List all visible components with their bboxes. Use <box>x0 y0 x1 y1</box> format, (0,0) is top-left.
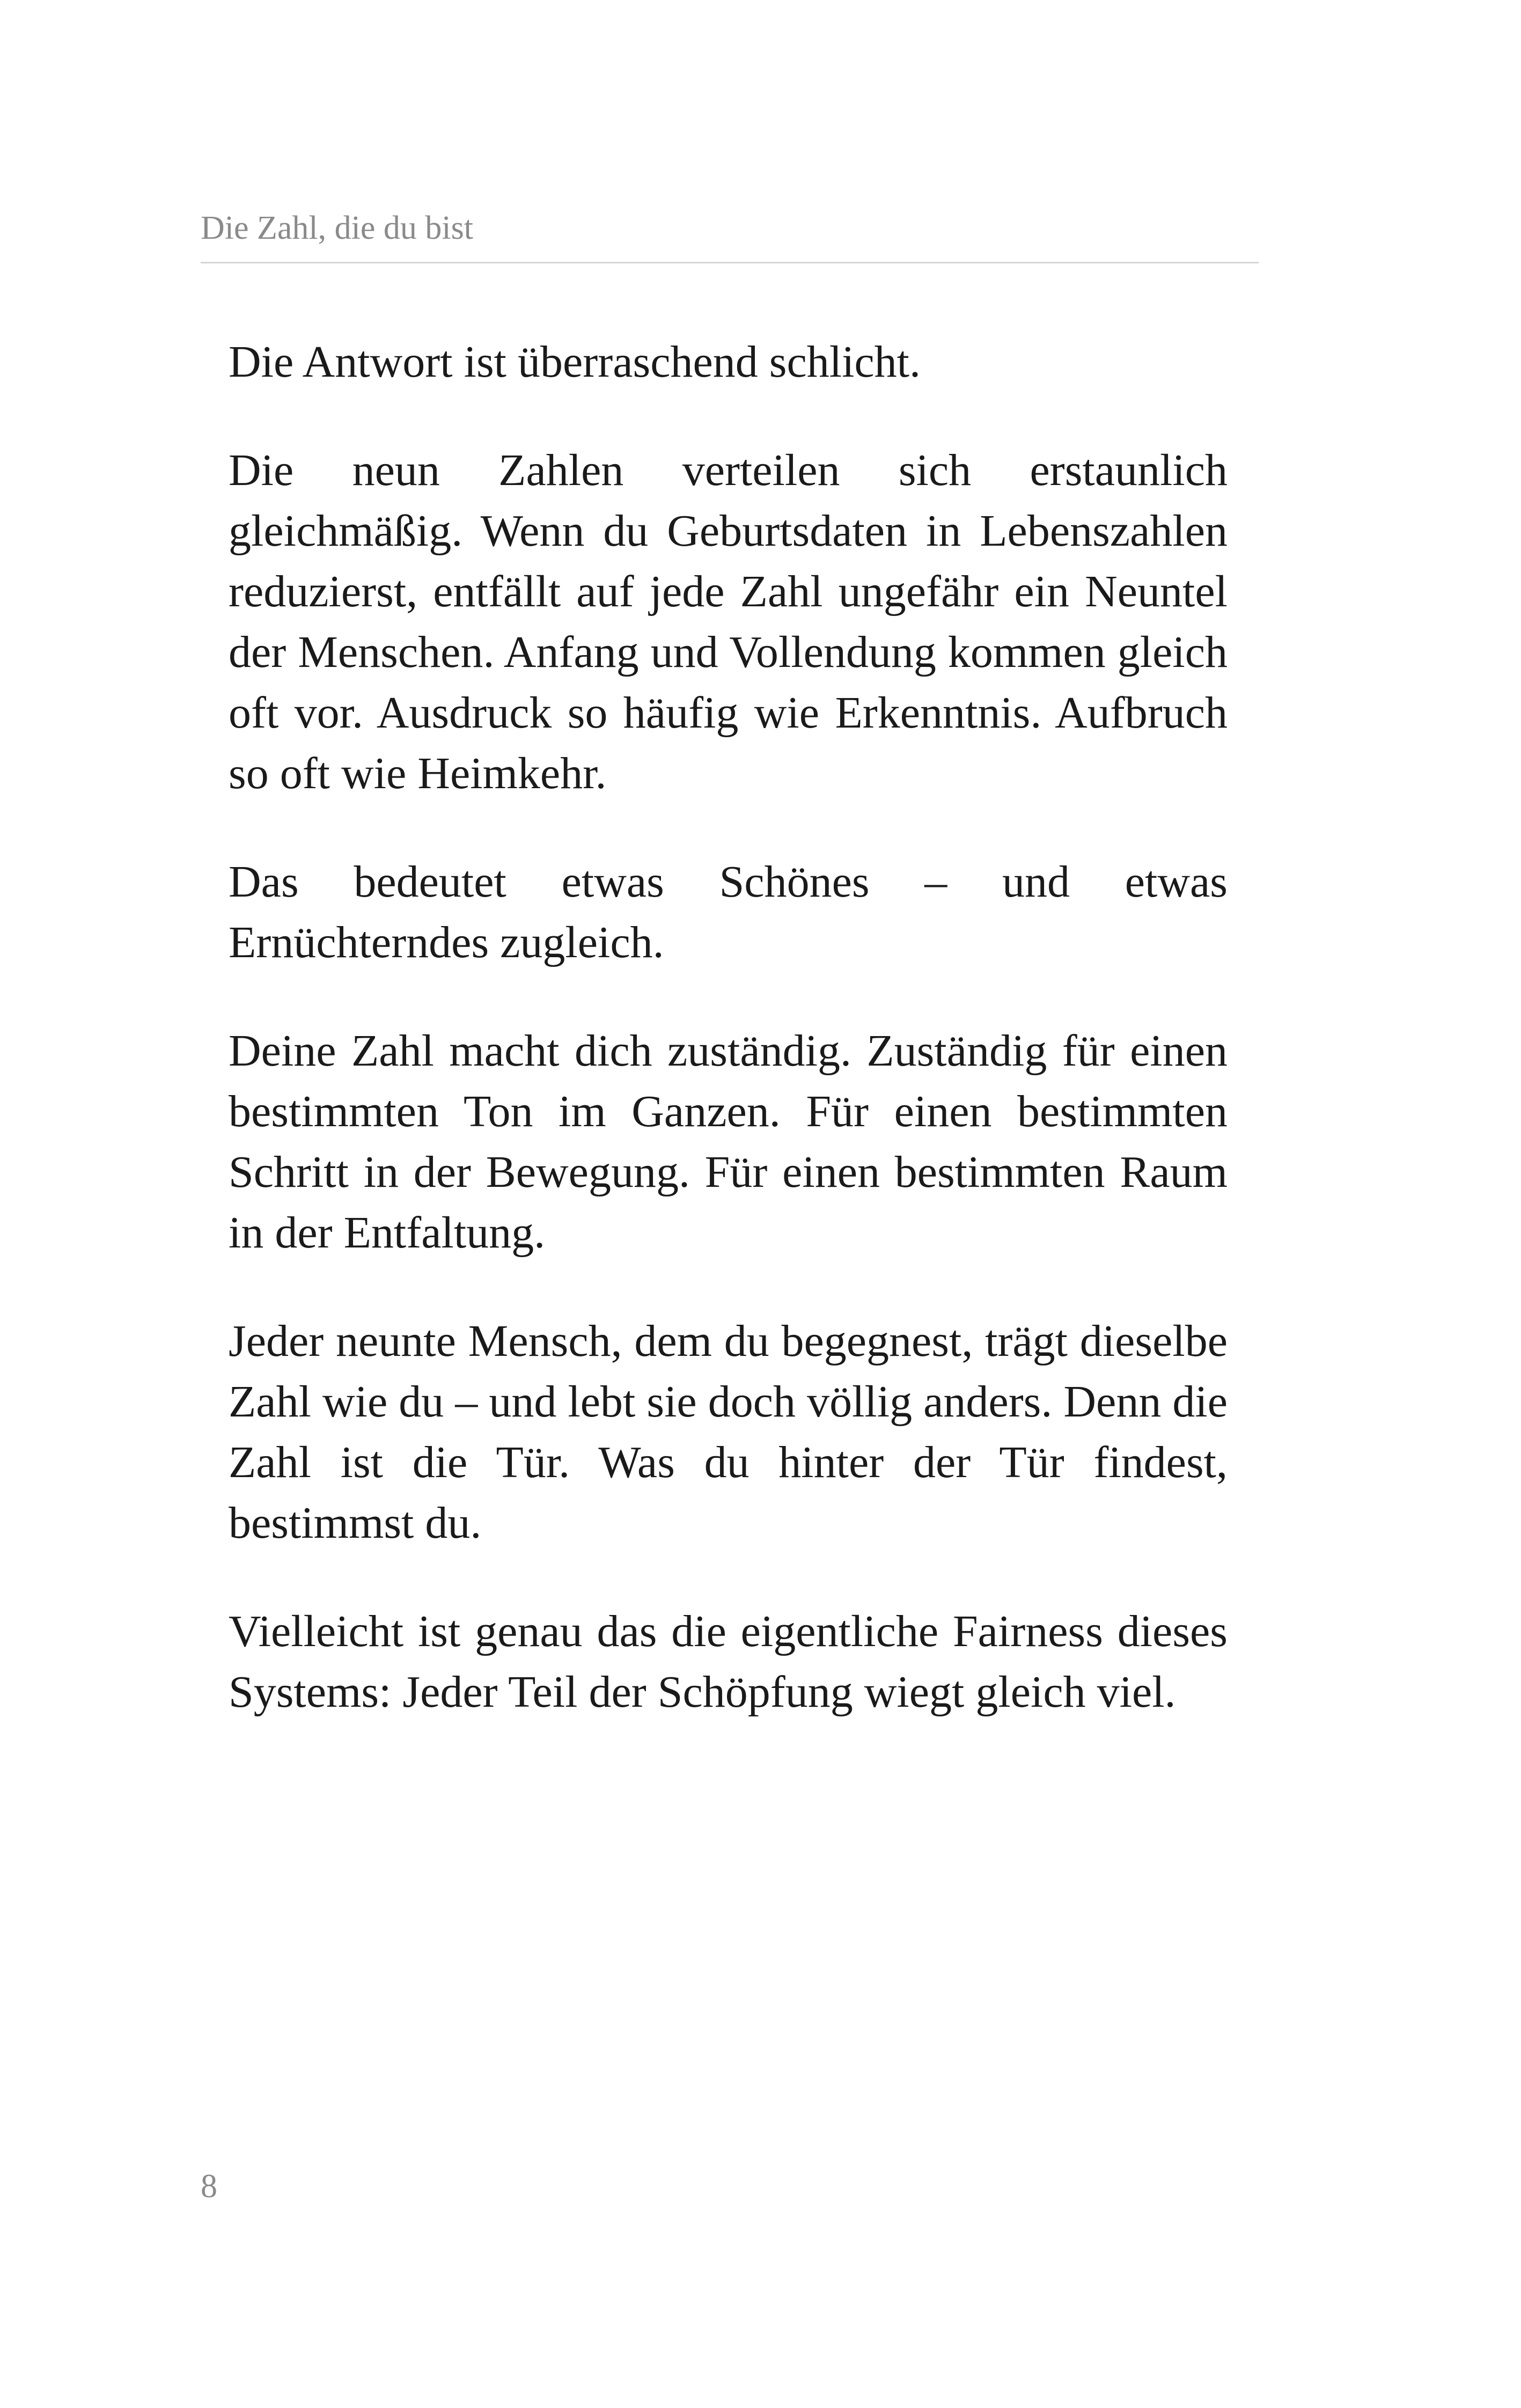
paragraph-2: Die neun Zahlen verteilen sich erstaunlich gleichmäßig. Wenn du Geburtsdaten in Lebenszahlen reduzierst, entfällt auf jede Zahl ungefähr ein Neuntel der Menschen. Anfang und Vollendung kommen gleich oft vor. Ausdruck so häufig wie Erkenntnis. Aufbruch so oft wie Heimkehr. <box>229 445 1228 798</box>
paragraph-3: Das bedeutet etwas Schönes – und etwas Ernüchterndes zugleich. <box>229 857 1228 967</box>
running-header-title: Die Zahl, die du bist <box>201 210 473 246</box>
body-text <box>229 332 1228 1770</box>
paragraph-5: Jeder neunte Mensch, dem du begegnest, trägt dieselbe Zahl wie du – und lebt sie doch völlig anders. Denn die Zahl ist die Tür. Was du hinter der Tür findest, bestimmst du. <box>229 1316 1228 1548</box>
paragraph-1: Die Antwort ist überraschend schlicht. <box>229 337 921 387</box>
page-number: 8 <box>201 2168 217 2205</box>
paragraph-6: Vielleicht ist genau das die eigentliche Fairness dieses Systems: Jeder Teil der Schöpfung wiegt gleich viel. <box>229 1606 1228 1717</box>
paragraph-4: Deine Zahl macht dich zuständig. Zuständig für einen bestimmten Ton im Ganzen. Für einen bestimmten Schritt in der Bewegung. Für einen bestimmten Raum in der Entfaltung. <box>229 1026 1228 1258</box>
header-divider <box>201 262 1259 263</box>
